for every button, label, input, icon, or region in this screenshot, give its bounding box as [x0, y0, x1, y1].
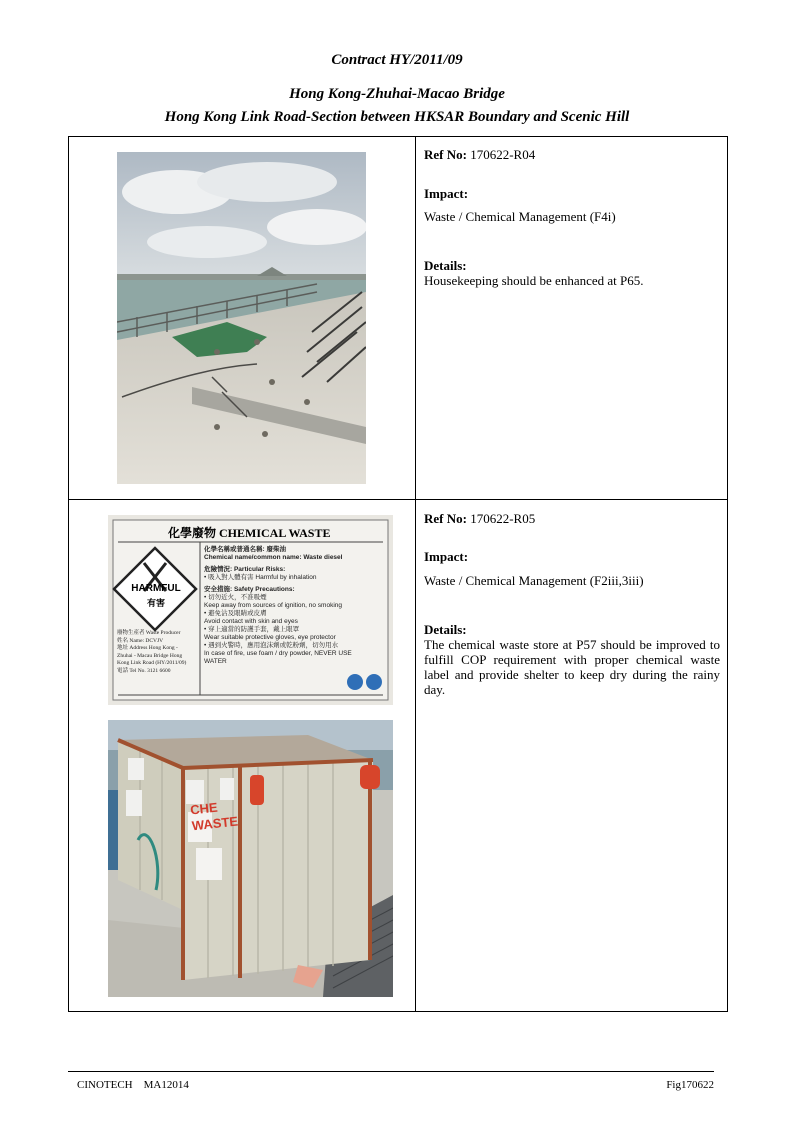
- label-name-zh: 化學名稱或普通名稱: 廢柴油: [204, 546, 286, 553]
- label-producer-5: Kong Link Road (HY/2011/09): [117, 660, 187, 666]
- label-producer-2: 姓名 Name: DCVJV: [117, 637, 164, 644]
- impact-label: Impact:: [424, 549, 469, 564]
- label-prec-8: In case of fire, use foam / dry powder, NEVER USE: [204, 650, 352, 657]
- label-prec-2: Keep away from sources of ignition, no smoking: [204, 602, 343, 609]
- record-r04-ref: [424, 147, 720, 162]
- ref-number: 170622-R05: [470, 511, 536, 526]
- footer-figure-ref: Fig170622: [666, 1079, 714, 1091]
- label-risk-head: 危險情況: Particular Risks:: [204, 566, 286, 573]
- impact-label: Impact:: [424, 186, 469, 201]
- hazard-harmful: HARMFUL: [131, 583, 181, 594]
- label-prec-6: Wear suitable protective gloves, eye protector: [204, 634, 336, 641]
- section-title: Hong Kong Link Road-Section between HKSAR Boundary and Scenic Hill: [164, 109, 630, 125]
- record-r05-ref: [424, 511, 720, 526]
- details-label: Details:: [424, 622, 467, 637]
- contract-title: Contract HY/2011/09: [331, 52, 463, 68]
- label-prec-3: • 避免沾及眼睛或皮膚: [204, 610, 267, 617]
- ref-label: Ref No:: [424, 147, 467, 162]
- chemical-waste-store-photo: [108, 720, 393, 997]
- label-producer-1: 廢物生產者 Waste Producer: [117, 630, 181, 636]
- label-producer-6: 電話 Tel No. 3121 6600: [117, 667, 171, 674]
- label-name-en: Chemical name/common name: Waste diesel: [204, 554, 343, 561]
- label-title: 化學廢物 CHEMICAL WASTE: [168, 526, 331, 540]
- label-prec-5: • 穿上適當的防護手套，戴上眼罩: [204, 626, 300, 633]
- impact-text: Waste / Chemical Management (F2iii,3iii): [424, 573, 644, 588]
- column-divider: [415, 136, 416, 1012]
- row-divider: [68, 499, 728, 500]
- details-text: The chemical waste store at P57 should be improved to fulfill COP requirement with proper chemical waste label and provide shelter to keep dry during the rainy day.: [424, 637, 720, 697]
- label-producer-3: 地址 Address Hong Kong -: [117, 645, 178, 651]
- label-prec-1: • 切勿近火，不准吸煙: [204, 594, 267, 601]
- label-risk-1: • 吸入對人體有害 Harmful by inhalation: [204, 574, 317, 581]
- details-text: Housekeeping should be enhanced at P65.: [424, 273, 644, 288]
- footer-rule: [68, 1071, 714, 1072]
- label-prec-7: • 遇到火警時，應用泡沫劑或乾粉劑，切勿用水: [204, 642, 339, 649]
- footer-left: CINOTECH MA12014: [77, 1079, 189, 1091]
- chemical-waste-label-photo: [108, 515, 393, 705]
- store-sign-line1: CHE: [189, 799, 219, 818]
- store-sign-line2: WASTE: [191, 813, 239, 834]
- project-title: Hong Kong-Zhuhai-Macao Bridge: [289, 86, 505, 102]
- hazard-harmful-zh: 有害: [146, 598, 165, 608]
- label-producer-4: Zhuhai - Macau Bridge Hong: [117, 652, 183, 659]
- label-prec-head: 安全措施: Safety Precautions:: [204, 586, 295, 593]
- label-prec-4: Avoid contact with skin and eyes: [204, 618, 298, 625]
- impact-text: Waste / Chemical Management (F4i): [424, 209, 616, 224]
- label-prec-9: WATER: [204, 658, 227, 665]
- site-photo-p65: [117, 152, 366, 484]
- ref-label: Ref No:: [424, 511, 467, 526]
- details-label: Details:: [424, 258, 467, 273]
- ref-number: 170622-R04: [470, 147, 536, 162]
